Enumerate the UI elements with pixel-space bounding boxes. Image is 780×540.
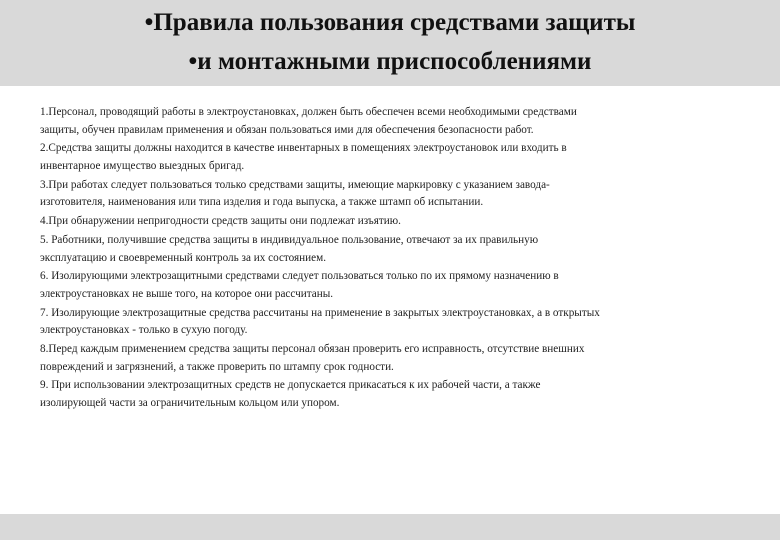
title-band bbox=[0, 0, 780, 86]
rule-4 bbox=[40, 213, 746, 231]
rule-5 bbox=[40, 232, 746, 267]
rule-8-line-1: 8.Перед каждым применением средства защиты персонал обязан проверить его исправность, отсутствие внешних bbox=[40, 343, 585, 356]
rule-1-line-1: 1.Персонал, проводящий работы в электроустановках, должен быть обеспечен всеми необходимыми средствами bbox=[40, 106, 577, 118]
rule-6 bbox=[40, 268, 746, 303]
rule-4-line-1: 4.При обнаружении непригодности средств защиты они подлежат изъятию. bbox=[40, 215, 401, 228]
rule-6-line-1: 6. Изолирующими электрозащитными средствами следует пользоваться только по их прямому назначению в bbox=[40, 270, 559, 283]
rule-2 bbox=[40, 140, 746, 175]
rule-1-line-2: защиты, обучен правилам применения и обязан пользоваться ими для обеспечения безопасности работ. bbox=[40, 123, 534, 136]
rule-6-line-2: электроустановках не выше того, на которое они рассчитаны. bbox=[40, 287, 334, 300]
rule-3-line-1: 3.При работах следует пользоваться только средствами защиты, имеющие маркировку с указанием завода- bbox=[40, 178, 550, 191]
rule-9 bbox=[40, 377, 746, 412]
rule-9-line-1: 9. При использовании электрозащитных средств не допускается прикасаться к их рабочей части, а также bbox=[40, 379, 541, 392]
slide-title-line-2: •и монтажными приспособлениями bbox=[188, 48, 592, 75]
rule-5-line-1: 5. Работники, получившие средства защиты в индивидуальное пользование, отвечают за их правильную bbox=[40, 233, 539, 246]
rules-list bbox=[40, 104, 746, 414]
rule-7 bbox=[40, 305, 746, 340]
rule-8-line-2: повреждений и загрязнений, а также проверить по штампу срок годности. bbox=[40, 360, 394, 373]
slide-title-line-1: •Правила пользования средствами защиты bbox=[144, 9, 636, 36]
rule-2-line-1: 2.Средства защиты должны находится в качестве инвентарных в помещениях электроустановок или входить в bbox=[40, 142, 567, 155]
rule-3 bbox=[40, 177, 746, 212]
rule-5-line-2: эксплуатацию и своевременный контроль за их состоянием. bbox=[40, 251, 326, 264]
rule-7-line-1: 7. Изолирующие электрозащитные средства рассчитаны на применение в закрытых электроустановках, а в открытых bbox=[40, 306, 600, 319]
rule-3-line-2: изготовителя, наименования или типа изделия и года выпуска, а также штамп об испытании. bbox=[40, 196, 484, 209]
rule-9-line-2: изолирующей части за ограничительным кольцом или упором. bbox=[40, 397, 340, 409]
rule-7-line-2: электроустановках - только в сухую погоду. bbox=[40, 324, 248, 337]
footer-band bbox=[0, 514, 780, 540]
rule-2-line-2: инвентарное имущество выездных бригад. bbox=[40, 159, 245, 172]
rule-8 bbox=[40, 341, 746, 376]
rule-1 bbox=[40, 104, 746, 139]
